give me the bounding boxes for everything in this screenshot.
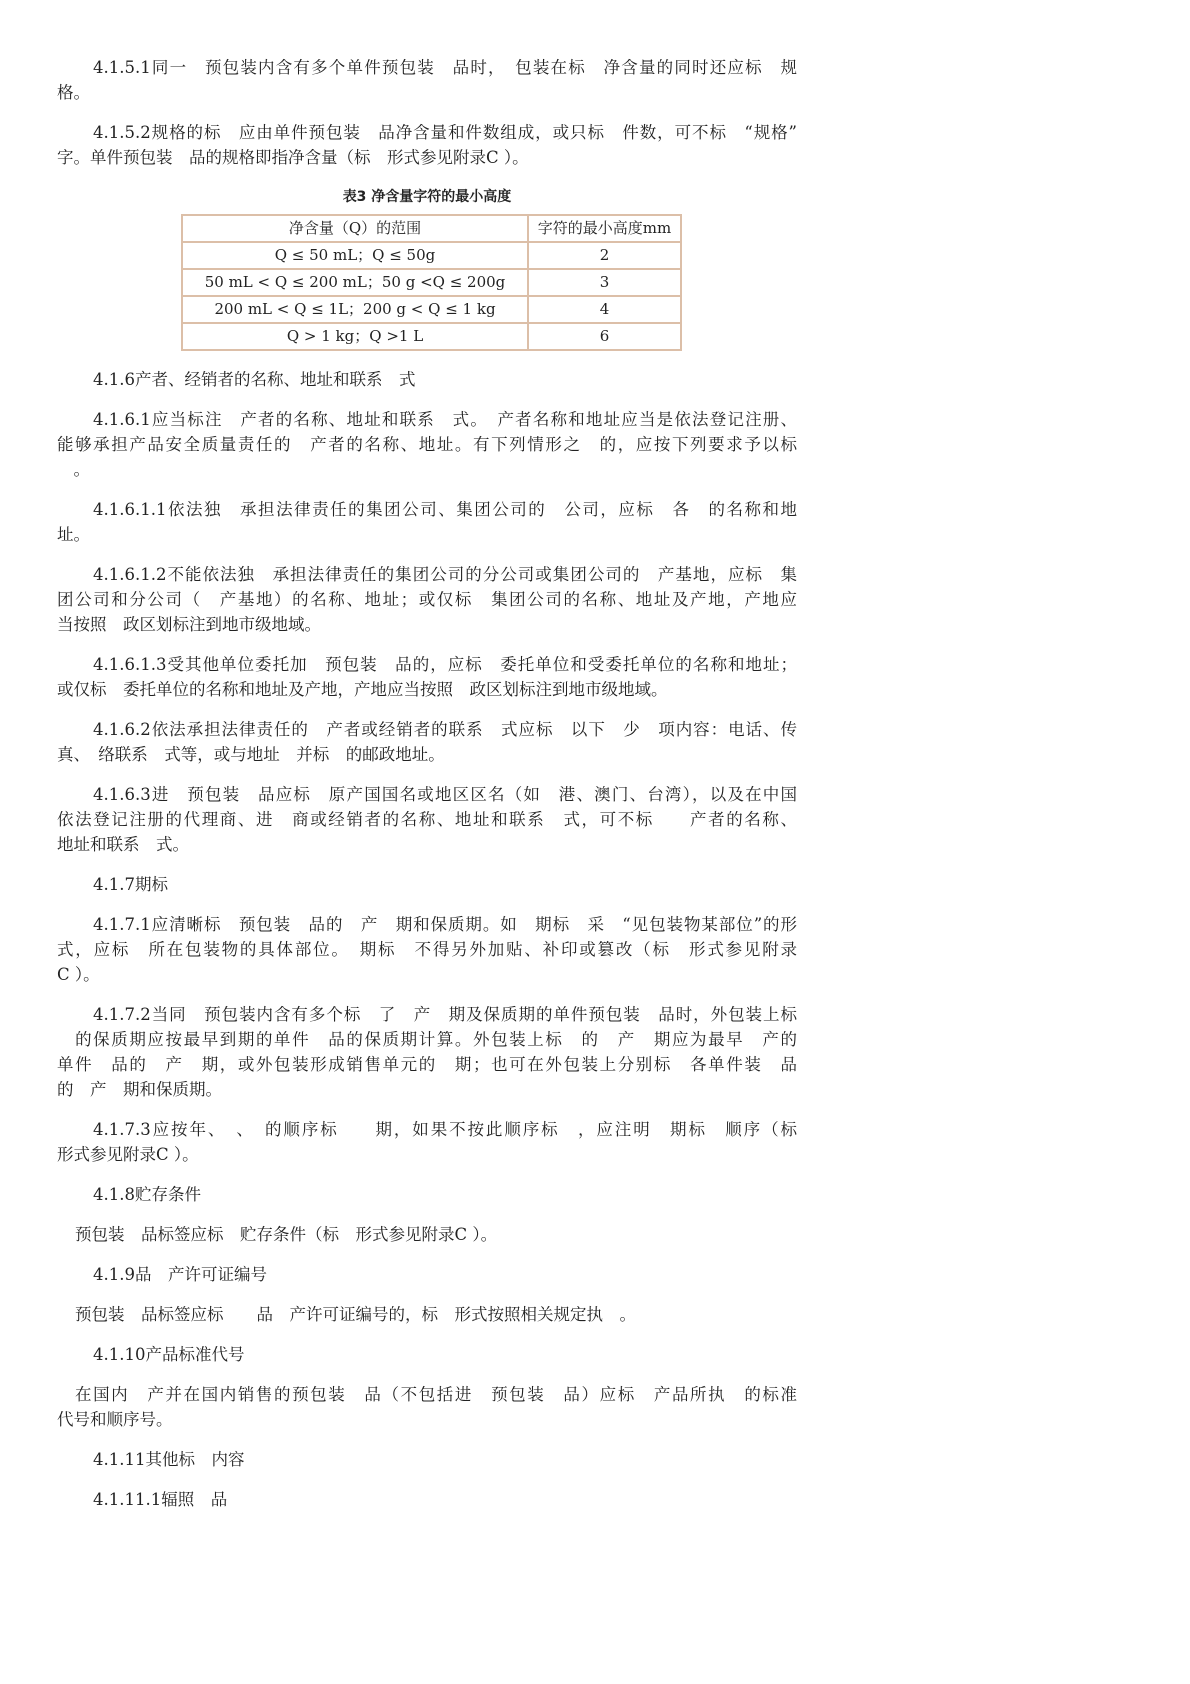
paragraph [57, 1382, 797, 1432]
paragraph [57, 1262, 797, 1287]
text-line: 式，应标 所在包装物的具体部位。 期标 不得另外加贴、补印或篡改（标 形式参见附录 [57, 940, 797, 959]
table-cell-range: Q ≤ 50 mL；Q ≤ 50g [182, 242, 528, 269]
table-cell-height: 6 [528, 323, 681, 350]
text-line: 4.1.7.1应清晰标 预包装 品的 产 期和保质期。如 期标 采 “见包装物某部位”的形 [93, 915, 797, 934]
text-line: 依法登记注册的代理商、进 商或经销者的名称、地址和联系 式，可不标 产者的名称、 [57, 810, 797, 829]
table-row [182, 269, 681, 296]
text-line: 真、 络联系 式等，或与地址 并标 的邮政地址。 [57, 745, 445, 764]
text-line: 4.1.5.2规格的标 应由单件预包装 品净含量和件数组成，或只标 件数，可不标 “规格” [93, 123, 797, 142]
paragraph [57, 1222, 797, 1247]
text-line: 或仅标 委托单位的名称和地址及产地，产地应当按照 政区划标注到地市级地域。 [57, 680, 668, 699]
sections-4-1-6-to-4-1-11 [57, 367, 797, 1512]
text-line: 4.1.6产者、经销者的名称、地址和联系 式 [93, 370, 416, 389]
text-line: 4.1.11.1辐照 品 [93, 1490, 228, 1509]
paragraph [57, 562, 797, 637]
text-line: 形式参见附录C ）。 [57, 1145, 199, 1164]
text-line: 能够承担产品安全质量责任的 产者的名称、地址。有下列情形之 的，应按下列要求予以标 [57, 435, 797, 454]
paragraph [57, 717, 797, 767]
text-line: 格。 [57, 83, 90, 102]
table-cell-range: 200 mL < Q ≤ 1L；200 g < Q ≤ 1 kg [182, 296, 528, 323]
text-line: 4.1.6.1.1依法独 承担法律责任的集团公司、集团公司的 公司，应标 各 的名称和地 [93, 500, 797, 519]
text-line: 字。单件预包装 品的规格即指净含量（标 形式参见附录C ）。 [57, 148, 529, 167]
text-line: 地址和联系 式。 [57, 835, 189, 854]
text-line: 单件 品的 产 期，或外包装形成销售单元的 期；也可在外包装上分别标 各单件装 品 [57, 1055, 797, 1074]
table-header-height: 字符的最小高度mm [528, 215, 681, 242]
text-line: 4.1.5.1同一 预包装内含有多个单件预包装 品时， 包装在标 净含量的同时还应标 规 [93, 58, 797, 77]
text-line: 4.1.10产品标准代号 [93, 1345, 245, 1364]
text-line: 4.1.7.2当同 预包装内含有多个标 了 产 期及保质期的单件预包装 品时，外包装上标 [93, 1005, 797, 1024]
paragraph [57, 652, 797, 702]
text-line: 4.1.7期标 [93, 875, 168, 894]
text-line: 4.1.6.2依法承担法律责任的 产者或经销者的联系 式应标 以下 少 项内容：电话、传 [93, 720, 797, 739]
table-row [182, 242, 681, 269]
table-cell-height: 3 [528, 269, 681, 296]
text-line: 4.1.6.1应当标注 产者的名称、地址和联系 式。 产者名称和地址应当是依法登记注册、 [93, 410, 797, 429]
paragraph [57, 407, 797, 482]
text-line: 4.1.6.1.3受其他单位委托加 预包装 品的，应标 委托单位和受委托单位的名称和地址； [93, 655, 797, 674]
paragraph [57, 872, 797, 897]
table-header-row [182, 215, 681, 242]
paragraph [57, 1487, 797, 1512]
paragraph [57, 1002, 797, 1102]
text-line: 4.1.8贮存条件 [93, 1185, 201, 1204]
paragraph [57, 1342, 797, 1367]
table-cell-height: 4 [528, 296, 681, 323]
text-line: 4.1.9品 产许可证编号 [93, 1265, 267, 1284]
table-header-range: 净含量（Q）的范围 [182, 215, 528, 242]
paragraph [57, 1182, 797, 1207]
table-title: 表3 净含量字符的最小高度 [342, 189, 512, 205]
paragraph [57, 120, 797, 170]
paragraph [57, 367, 797, 392]
section-4-1-5 [57, 55, 797, 170]
text-line: 4.1.7.3应按年、 、 的顺序标 期，如果不按此顺序标 ，应注明 期标 顺序（标 [93, 1120, 797, 1139]
table-cell-height: 2 [528, 242, 681, 269]
text-line: 代号和顺序号。 [57, 1410, 173, 1429]
paragraph [57, 1117, 797, 1167]
text-line: 。 [57, 460, 90, 479]
text-line: 的 产 期和保质期。 [57, 1080, 222, 1099]
document-page [57, 55, 797, 1527]
paragraph [57, 912, 797, 987]
text-line: 预包装 品标签应标 品 产许可证编号的，标 形式按照相关规定执 。 [75, 1305, 636, 1324]
text-line: 当按照 政区划标注到地市级地域。 [57, 615, 321, 634]
paragraph [57, 782, 797, 857]
table-row [182, 296, 681, 323]
text-line: 在国内 产并在国内销售的预包装 品（不包括进 预包装 品）应标 产品所执 的标准 [75, 1385, 797, 1404]
text-line: C ）。 [57, 965, 100, 984]
text-line: 的保质期应按最早到期的单件 品的保质期计算。外包装上标 的 产 期应为最早 产的 [57, 1030, 797, 1049]
paragraph [57, 1302, 797, 1327]
text-line: 预包装 品标签应标 贮存条件（标 形式参见附录C ）。 [75, 1225, 498, 1244]
table-row [182, 323, 681, 350]
text-line: 4.1.6.1.2不能依法独 承担法律责任的集团公司的分公司或集团公司的 产基地，应标 集 [93, 565, 797, 584]
text-line: 4.1.11其他标 内容 [93, 1450, 245, 1469]
text-line: 址。 [57, 525, 90, 544]
paragraph [57, 55, 797, 105]
net-content-table [181, 214, 682, 351]
table-cell-range: Q > 1 kg；Q >1 L [182, 323, 528, 350]
text-line: 团公司和分公司（ 产基地）的名称、地址；或仅标 集团公司的名称、地址及产地，产地应 [57, 590, 797, 609]
text-line: 4.1.6.3进 预包装 品应标 原产国国名或地区区名（如 港、澳门、台湾），以及在中国 [93, 785, 797, 804]
table-cell-range: 50 mL < Q ≤ 200 mL；50 g <Q ≤ 200g [182, 269, 528, 296]
paragraph [57, 1447, 797, 1472]
paragraph [57, 497, 797, 547]
